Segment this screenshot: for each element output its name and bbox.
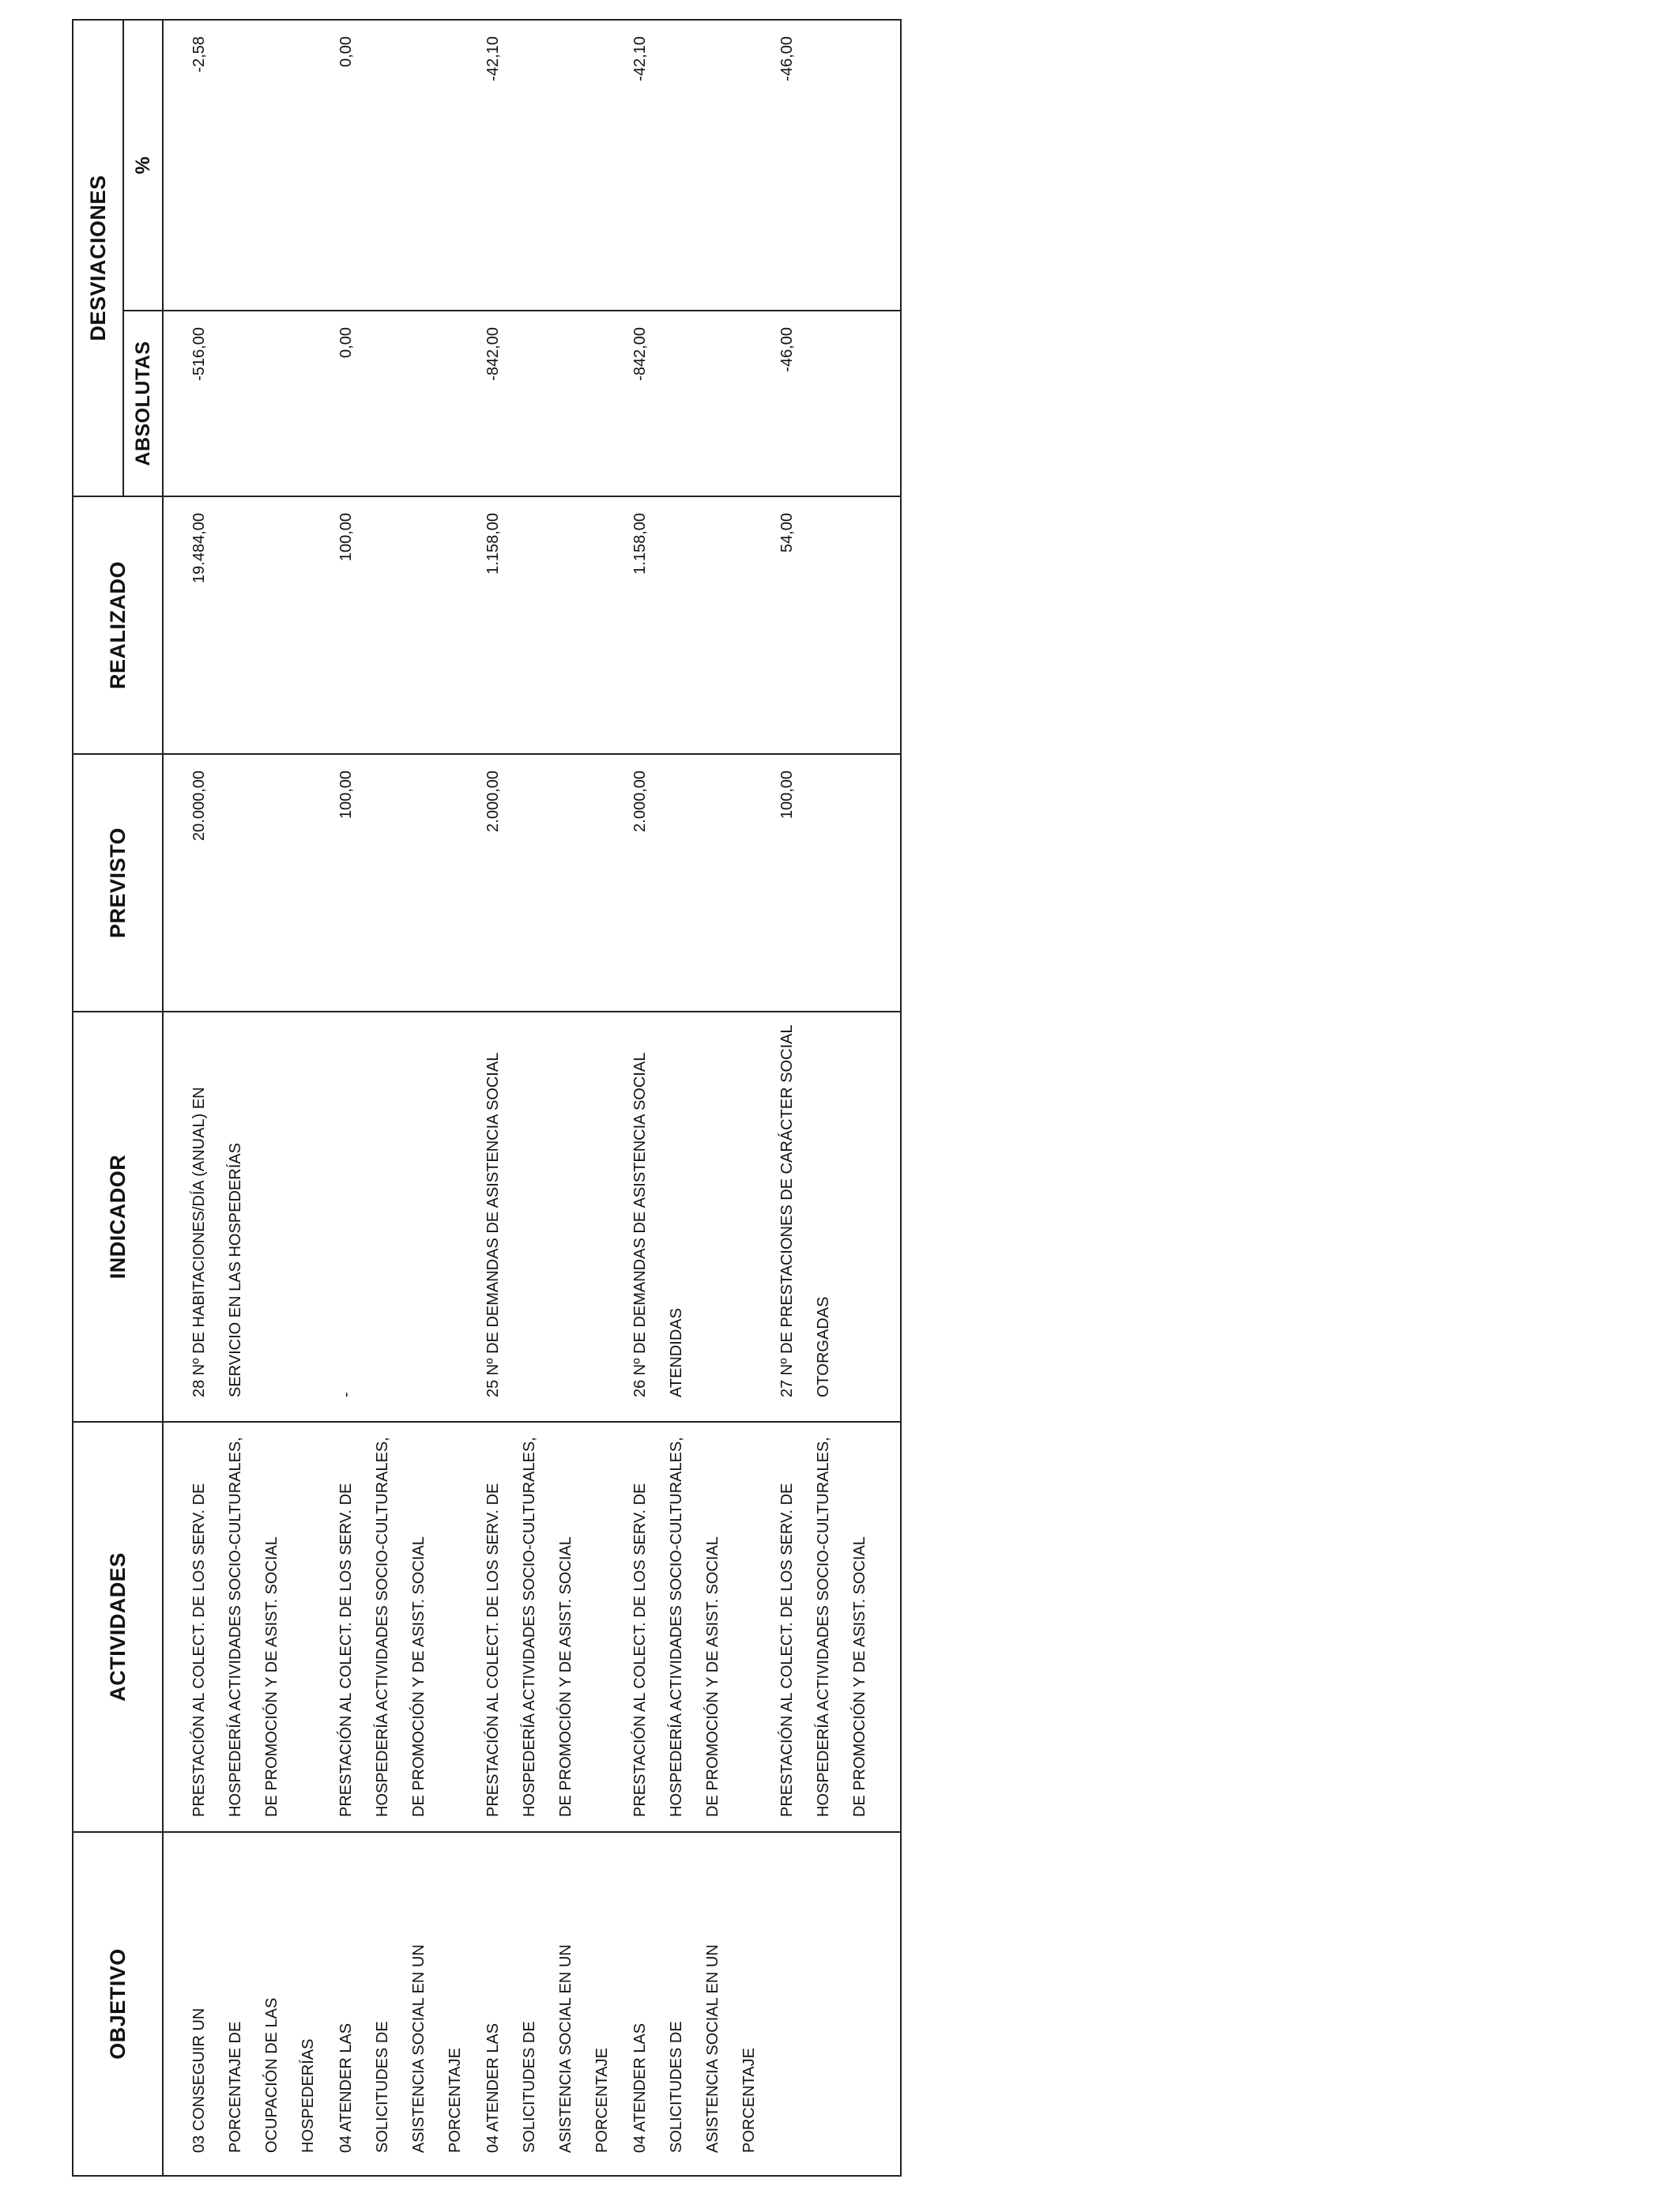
row-2-absolutas: 0,00 [337, 327, 355, 358]
column-previsto [163, 754, 901, 1012]
row-5-indicador: 27 Nº DE PRESTACIONES DE CARÁCTER SOCIAL OTORGADAS [778, 1025, 832, 1397]
row-1-previsto: 20.000,00 [190, 771, 208, 841]
row-4-realizado: 1.158,00 [631, 513, 649, 575]
row-2-previsto: 100,00 [337, 771, 355, 820]
header-porcentaje: % [123, 20, 163, 311]
column-objetivo [163, 1832, 901, 2176]
row-5-objetivo [751, 1938, 898, 2175]
row-3-objetivo: 04 ATENDER LAS SOLICITUDES DE ASISTENCIA SOCIAL EN UN PORCENTAJE [484, 1944, 611, 2153]
row-5-absolutas: -46,00 [778, 327, 796, 372]
row-4-previsto: 2.000,00 [631, 771, 649, 832]
row-2-objetivo: 04 ATENDER LAS SOLICITUDES DE ASISTENCIA SOCIAL EN UN PORCENTAJE [337, 1944, 464, 2153]
row-1-objetivo: 03 CONSEGUIR UN PORCENTAJE DE OCUPACIÓN DE LAS HOSPEDERÍAS [190, 1997, 317, 2153]
column-realizado [163, 496, 901, 754]
column-porcentaje [163, 20, 901, 311]
row-2-realizado: 100,00 [337, 513, 355, 562]
header-objetivo: OBJETIVO [73, 1832, 163, 2176]
row-1-indicador: 28 Nº DE HABITACIONES/DÍA (ANUAL) EN SERVICIO EN LAS HOSPEDERÍAS [190, 1087, 244, 1397]
row-4-indicador: 26 Nº DE DEMANDAS DE ASISTENCIA SOCIAL ATENDIDAS [631, 1053, 685, 1397]
column-absolutas [163, 311, 901, 496]
row-5-previsto: 100,00 [778, 771, 796, 820]
row-3-porcentaje: -42,10 [484, 36, 502, 81]
row-5-porcentaje: -46,00 [778, 36, 796, 81]
header-actividades: ACTIVIDADES [73, 1422, 163, 1832]
header-desviaciones: DESVIACIONES [73, 20, 123, 496]
header-indicador: INDICADOR [73, 1012, 163, 1422]
row-4-actividades: PRESTACIÓN AL COLECT. DE LOS SERV. DE HOSPEDERÍA ACTIVIDADES SOCIO-CULTURALES, DE PROMOCIÓN Y DE ASIST. SOCIAL [631, 1437, 721, 1817]
row-1-absolutas: -516,00 [190, 327, 208, 381]
column-indicador [163, 1012, 901, 1422]
row-3-actividades: PRESTACIÓN AL COLECT. DE LOS SERV. DE HOSPEDERÍA ACTIVIDADES SOCIO-CULTURALES, DE PROMOCIÓN Y DE ASIST. SOCIAL [484, 1437, 574, 1817]
row-3-indicador: 25 Nº DE DEMANDAS DE ASISTENCIA SOCIAL [484, 1052, 502, 1397]
header-previsto: PREVISTO [73, 754, 163, 1012]
row-1-actividades: PRESTACIÓN AL COLECT. DE LOS SERV. DE HOSPEDERÍA ACTIVIDADES SOCIO-CULTURALES, DE PROMOCIÓN Y DE ASIST. SOCIAL [190, 1437, 281, 1817]
row-2-indicador: - [337, 1392, 355, 1397]
row-3-realizado: 1.158,00 [484, 513, 502, 575]
row-4-objetivo: 04 ATENDER LAS SOLICITUDES DE ASISTENCIA SOCIAL EN UN PORCENTAJE [631, 1944, 758, 2153]
row-5-actividades: PRESTACIÓN AL COLECT. DE LOS SERV. DE HOSPEDERÍA ACTIVIDADES SOCIO-CULTURALES, DE PROMOCIÓN Y DE ASIST. SOCIAL [778, 1437, 868, 1817]
row-3-absolutas: -842,00 [484, 327, 502, 381]
row-5-realizado: 54,00 [778, 513, 796, 553]
rotated-table-wrapper [72, 21, 902, 2177]
column-actividades [163, 1422, 901, 1832]
row-1-realizado: 19.484,00 [190, 513, 208, 583]
row-4-porcentaje: -42,10 [631, 36, 649, 81]
row-1-porcentaje: -2,58 [190, 36, 208, 73]
activity-indicator-table [72, 19, 902, 2177]
header-realizado: REALIZADO [73, 496, 163, 754]
header-absolutas: ABSOLUTAS [123, 311, 163, 496]
row-2-porcentaje: 0,00 [337, 36, 355, 67]
row-3-previsto: 2.000,00 [484, 771, 502, 832]
row-4-absolutas: -842,00 [631, 327, 649, 381]
row-2-actividades: PRESTACIÓN AL COLECT. DE LOS SERV. DE HOSPEDERÍA ACTIVIDADES SOCIO-CULTURALES, DE PROMOCIÓN Y DE ASIST. SOCIAL [337, 1437, 428, 1817]
